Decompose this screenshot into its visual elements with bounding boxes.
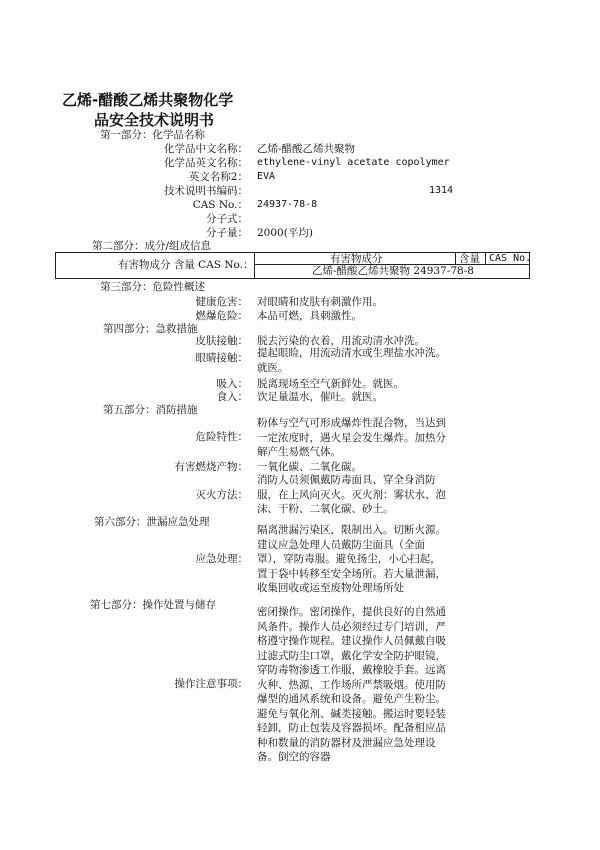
col-header-cas: CAS No. <box>489 253 532 264</box>
value-extinguishing: 消防人员须佩戴防毒面具、穿全身消防服，在上风向灭火。灭火剂：雾状水、泡沫、干粉、二氧化碳、砂土。 <box>257 474 446 515</box>
part3-heading: 第三部分：危险性概述 <box>100 281 205 293</box>
value-en-name2: EVA <box>257 171 276 182</box>
label-formula: 分子式： <box>206 213 248 225</box>
part4-heading: 第四部分：急救措施 <box>103 323 198 335</box>
value-skin-contact: 脱去污染的衣着，用流动清水冲洗。 <box>257 335 425 347</box>
label-health-hazard: 健康危害： <box>195 296 248 308</box>
col-header-content: 含量 <box>459 253 480 265</box>
value-ingestion: 饮足量温水，催吐。就医。 <box>257 391 383 403</box>
label-fire-hazard: 燃爆危险： <box>195 310 248 322</box>
value-combustion-products: 一氧化碳、二氧化碳。 <box>257 461 362 473</box>
label-en-name: 化学品英文名称： <box>164 157 248 169</box>
value-fire-hazard: 本品可燃，具刺激性。 <box>257 310 362 322</box>
label-mw: 分子量： <box>206 227 248 239</box>
label-extinguishing: 灭火方法： <box>195 489 248 501</box>
value-code: 1314 <box>429 185 454 196</box>
part1-heading: 第一部分：化学品名称 <box>100 129 205 141</box>
value-handling-precautions: 密闭操作。密闭操作，提供良好的自然通风条件。操作人员必须经过专门培训，严格遵守操作规程。建议操作人员佩戴自吸过滤式防尘口罩，戴化学安全防护眼镜，穿防毒物渗透工作服，戴橡胶手套。远离火种、热源，工作场所严禁吸烟。使用防爆型的通风系统和设备。避免产生粉尘。避免与氧化剂、碱类接触。搬运时要轻装轻卸，防止包装及容器损坏。配备相应品种和数量的消防器材及泄漏应急处理设备。倒空的容器 <box>257 606 446 763</box>
label-inhalation: 吸入： <box>216 378 248 390</box>
composition-left-text: 有害物成分 含量 CAS No.： <box>118 259 254 271</box>
value-emergency-response: 隔离泄漏污染区，限制出入。切断火源。建议应急处理人员戴防尘面具（全面罩），穿防毒服。避免扬尘，小心扫起，置于袋中转移至安全场所。若大量泄漏，收集回收或运至废物处理场所处 <box>257 524 446 594</box>
value-health-hazard: 对眼睛和皮肤有刺激作用。 <box>257 296 383 308</box>
label-emergency-response: 应急处理： <box>195 553 248 565</box>
document-title-line1: 乙烯-醋酸乙烯共聚物化学 <box>62 91 234 109</box>
label-hazard-properties: 危险特性： <box>195 431 248 443</box>
value-cas: 24937-78-8 <box>257 199 318 210</box>
part5-heading: 第五部分：消防措施 <box>103 404 198 416</box>
label-handling-precautions: 操作注意事项： <box>174 678 248 690</box>
label-cas: CAS No.： <box>192 199 248 211</box>
part6-heading: 第六部分：泄漏应急处理 <box>94 516 210 528</box>
label-en-name2: 英文名称2： <box>188 171 248 183</box>
value-en-name: ethylene-vinyl acetate copolymer <box>257 157 450 168</box>
label-combustion-products: 有害燃烧产物： <box>174 461 248 473</box>
label-code: 技术说明书编码： <box>164 185 248 197</box>
part7-heading: 第七部分：操作处置与储存 <box>90 599 216 611</box>
value-cn-name: 乙烯-醋酸乙烯共聚物 <box>257 143 356 155</box>
label-eye-contact: 眼睛接触： <box>195 352 248 364</box>
composition-row-value: 乙烯-醋酸乙烯共聚物 24937-78-8 <box>312 265 474 277</box>
label-skin-contact: 皮肤接触： <box>195 335 248 347</box>
col-header-component: 有害物成分 <box>330 253 383 265</box>
label-ingestion: 食入： <box>216 391 248 403</box>
value-inhalation: 脱离现场至空气新鲜处。就医。 <box>257 378 404 390</box>
part2-heading: 第二部分：成分/组成信息 <box>92 240 212 252</box>
value-eye-contact: 提起眼睑，用流动清水或生理盐水冲洗。就医。 <box>257 347 446 374</box>
document-title-line2: 品安全技术说明书 <box>94 111 215 129</box>
value-hazard-properties: 粉体与空气可形成爆炸性混合物，当达到一定浓度时，遇火星会发生爆炸。加热分解产生易燃气体。 <box>257 417 446 458</box>
value-mw: 2000(平均) <box>257 227 313 239</box>
label-cn-name: 化学品中文名称： <box>164 143 248 155</box>
